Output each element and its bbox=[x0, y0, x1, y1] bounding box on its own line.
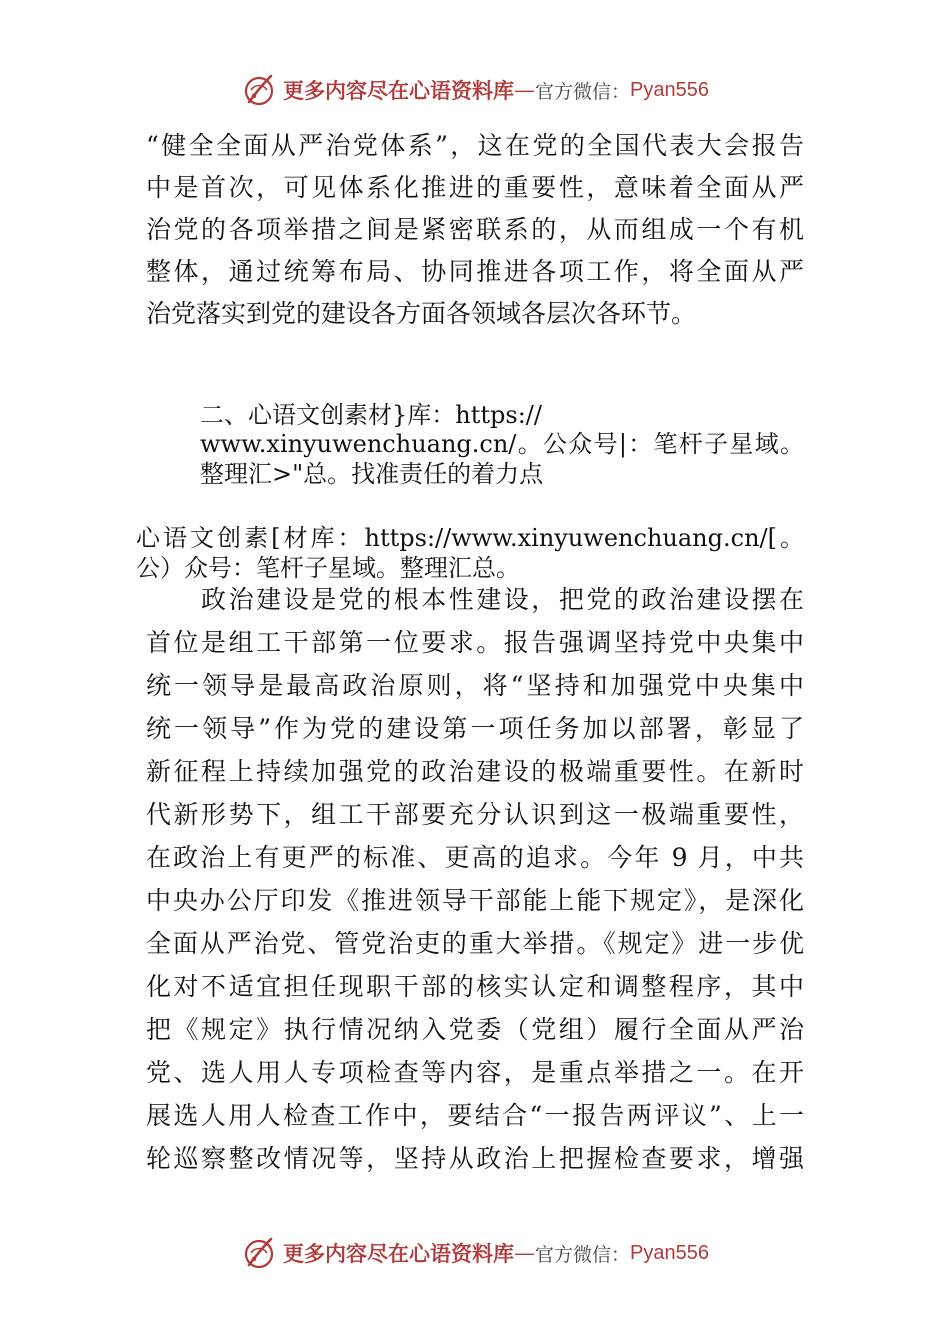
paragraph-line: “健全全面从严治党体系”，这在党的全国代表大会报告 bbox=[146, 131, 804, 160]
paragraph-line: 化对不适宜担任现职干部的核实认定和调整程序，其中 bbox=[146, 972, 804, 1001]
heading-line: 整理汇>"总。找准责任的着力点 bbox=[200, 460, 544, 488]
paragraph-line: 新征程上持续加强党的政治建设的极端重要性。在新时 bbox=[146, 757, 804, 786]
watermark-brand-text: 更多内容尽在心语资料库 bbox=[283, 78, 514, 103]
pen-flourish-logo-icon bbox=[241, 72, 277, 108]
paragraph-line: 代新形势下，组工干部要充分认识到这一极端重要性， bbox=[146, 800, 804, 829]
paragraph-line: 全面从严治党、管党治吏的重大举措。《规定》进一步优 bbox=[146, 929, 804, 958]
paragraph-line: 整体，通过统筹布局、协同推进各项工作，将全面从严 bbox=[146, 257, 804, 286]
heading-line: 二、心语文创素材}库：https:// bbox=[200, 401, 542, 429]
source-line: 公）众号：笔杆子星域。整理汇总。 bbox=[136, 554, 520, 582]
paragraph-line: 治党的各项举措之间是紧密联系的，从而组成一个有机 bbox=[146, 215, 804, 244]
watermark-contact-label: 官方微信： bbox=[535, 80, 631, 103]
source-line: 心语文创素[材库：https://www.xinyuwenchuang.cn/[。 bbox=[136, 524, 804, 552]
paragraph-line: 统一领导是最高政治原则，将“坚持和加强党中央集中 bbox=[146, 671, 804, 700]
heading-line: www.xinyuwenchuang.cn/。公众号|：笔杆子星域。 bbox=[200, 430, 804, 458]
paragraph-line: 轮巡察整改情况等，坚持从政治上把握检查要求，增强 bbox=[146, 1144, 804, 1173]
pen-flourish-logo-icon bbox=[241, 1235, 277, 1271]
paragraph-line: 治党落实到党的建设各方面各领域各层次各环节。 bbox=[146, 299, 697, 328]
paragraph-line: 中央办公厅印发《推进领导干部能上能下规定》，是深化 bbox=[146, 886, 804, 915]
paragraph-line: 首位是组工干部第一位要求。报告强调坚持党中央集中 bbox=[146, 628, 804, 657]
watermark-contact-id: Pyan556 bbox=[630, 78, 709, 101]
paragraph-line: 党、选人用人专项检查等内容，是重点举措之一。在开 bbox=[146, 1058, 804, 1087]
watermark-separator: — bbox=[514, 1241, 535, 1265]
paragraph-line: 政治建设是党的根本性建设，把党的政治建设摆在 bbox=[146, 585, 804, 614]
watermark-contact-label: 官方微信： bbox=[535, 1243, 631, 1266]
paragraph-line: 中是首次，可见体系化推进的重要性，意味着全面从严 bbox=[146, 173, 804, 202]
paragraph-line: 把《规定》执行情况纳入党委（党组）履行全面从严治 bbox=[146, 1015, 804, 1044]
watermark-brand-text: 更多内容尽在心语资料库 bbox=[283, 1241, 514, 1266]
header-watermark-banner bbox=[0, 68, 950, 112]
footer-watermark-banner bbox=[0, 1231, 950, 1275]
paragraph-line: 展选人用人检查工作中，要结合“一报告两评议”、上一 bbox=[146, 1101, 804, 1130]
watermark-separator: — bbox=[514, 78, 535, 102]
paragraph-line: 在政治上有更严的标准、更高的追求。今年 9 月，中共 bbox=[146, 843, 804, 872]
paragraph-line: 统一领导”作为党的建设第一项任务加以部署，彰显了 bbox=[146, 714, 804, 743]
watermark-contact-id: Pyan556 bbox=[630, 1241, 709, 1264]
